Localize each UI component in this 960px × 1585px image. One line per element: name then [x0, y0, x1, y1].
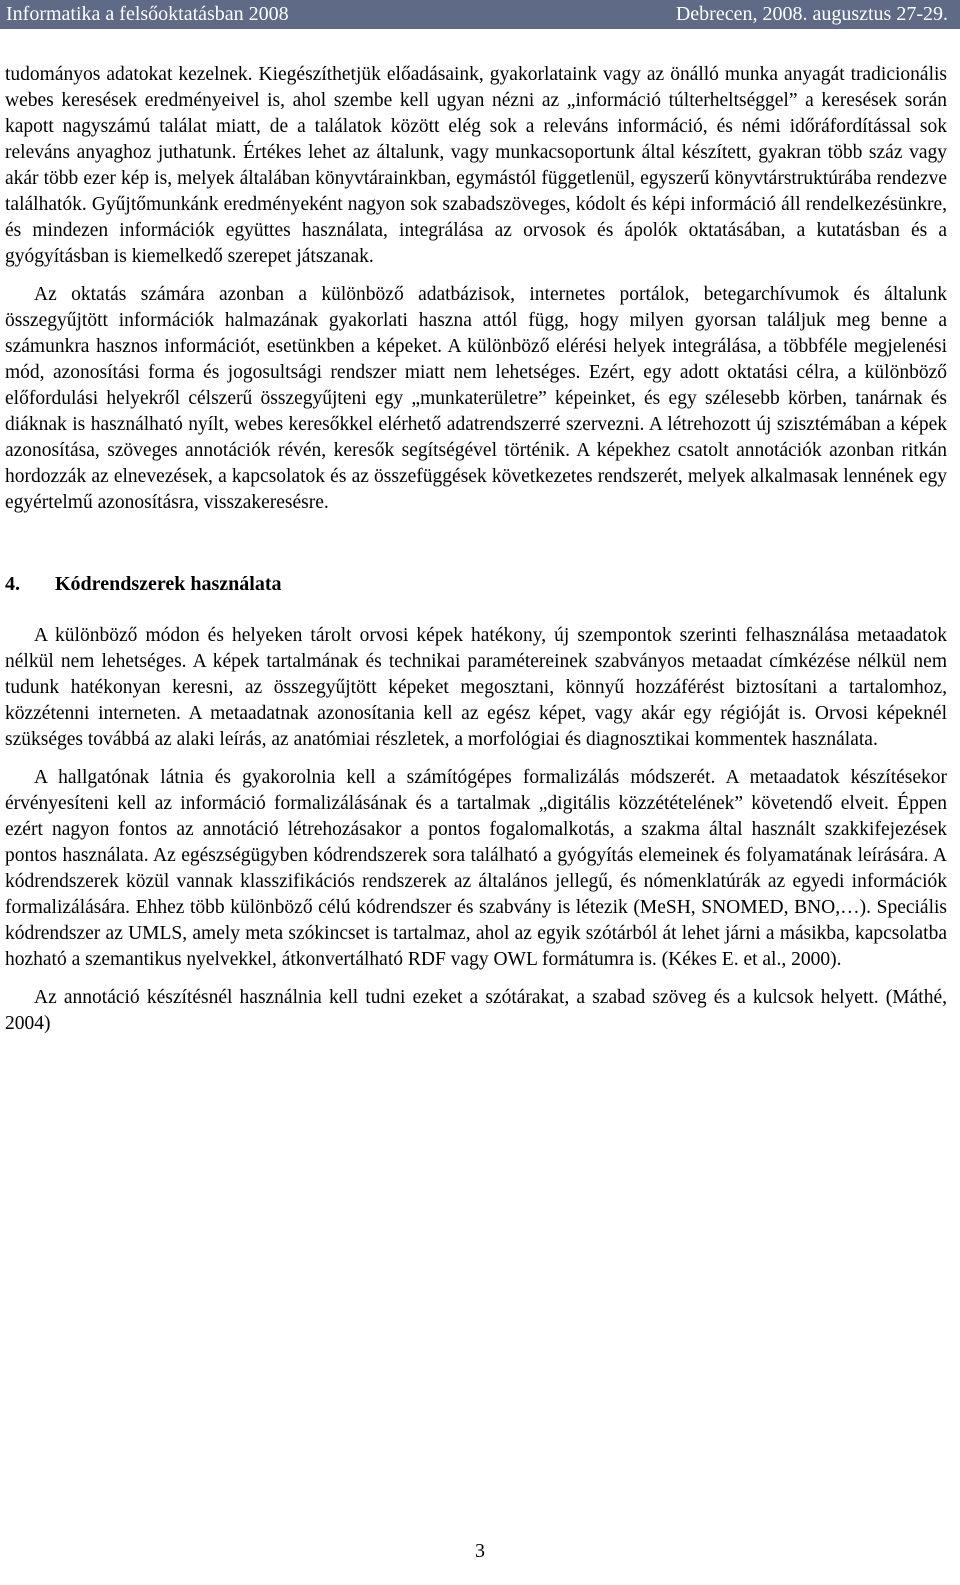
section-heading: [5, 571, 947, 597]
section-paragraph: Az annotáció készítésnél használnia kell tudni ezeket a szótárakat, a szabad szöveg és a kulcsok helyett. (Máthé, 2004): [5, 987, 947, 1034]
running-header: [0, 0, 960, 29]
body-paragraph-continued: tudományos adatokat kezelnek. Kiegészíthetjük előadásaink, gyakorlataink vagy az önálló munka anyagát tradicionális webes keresések eredményeivel is, ahol szembe kell ugyan nézni az „információ túlterheltséggel” a keresések során kapott nagyszámú találat miatt, de a találatok között elég sok a releváns információ, és némi időráfordítással sok releváns anyaghoz juthatunk. Értékes lehet az általunk, vagy munkacsoportunk által készített, gyakran több száz vagy akár több ezer kép is, melyek általában könyvtárainkban, egymástól függetlenül, egyszerű könyvtárstruktúrába rendezve találhatók. Gyűjtőmunkánk eredményeként nagyon sok szabadszöveges, kódolt és képi információ áll rendelkezésünkre, és mindezen információk együttes használata, integrálása az orvosok és ápolók oktatásában, a kutatásban és a gyógyításban is kiemelkedő szerepet játszanak.: [5, 64, 947, 267]
page-body: [5, 62, 947, 1037]
body-paragraph: Az oktatás számára azonban a különböző adatbázisok, internetes portálok, betegarchívumok és általunk összegyűjtött információk halmazának gyakorlati haszna attól függ, hogy milyen gyorsan találjuk meg benne a számunkra hasznos információt, esetünkben a képeket. A különböző elérési helyek integrálása, a többféle megjelenési mód, azonosítási forma és jogosultsági rendszer miatt nem lehetséges. Ezért, egy adott oktatási célra, a különböző előfordulási helyekről célszerű összegyűjteni egy „munkaterületre” képeinket, és egy szélesebb körben, tanárnak és diáknak is használható nyílt, webes keresőkkel elérhető adatrendszerré szervezni. A létrehozott új szisztémában a képek azonosítása, szöveges annotációk révén, keresők segítségével történik. A képekhez csatolt annotációk azonban ritkán hordozzák az elnevezések, a kapcsolatok és az összefüggések következetes rendszerét, melyek alkalmasak lennének egy egyértelmű azonosításra, visszakeresésre.: [5, 284, 947, 513]
header-location-date: Debrecen, 2008. augusztus 27-29.: [675, 3, 948, 25]
page-number: 3: [475, 1540, 485, 1562]
header-conference-title: Informatika a felsőoktatásban 2008: [6, 3, 289, 25]
section-title: Kódrendszerek használata: [55, 573, 282, 595]
section-paragraph: A különböző módon és helyeken tárolt orvosi képek hatékony, új szempontok szerinti felhasználása metaadatok nélkül nem lehetséges. A képek tartalmának és technikai paramétereinek szabványos metaadat címkézése nélkül nem tudunk hatékonyan keresni, az összegyűjtött képeket megosztani, könnyű hozzáférést biztosítani a tartalomhoz, közzétenni interneten. A metaadatnak azonosítania kell az egész képet, vagy akár egy régióját is. Orvosi képeknél szükséges továbbá az alaki leírás, az anatómiai részletek, a morfológiai és diagnosztikai kommentek használata.: [5, 625, 947, 750]
section-number: 4.: [5, 573, 20, 595]
section-paragraph: A hallgatónak látnia és gyakorolnia kell a számítógépes formalizálás módszerét. A metaadatok készítésekor érvényesíteni kell az információ formalizálásának és a tartalmak „digitális közzétételének” követendő elveit. Éppen ezért nagyon fontos az annotáció létrehozásakor a pontos fogalomalkotás, a szakma által használt szakkifejezések pontos használata. Az egészségügyben kódrendszerek sora található a gyógyítás elemeinek és folyamatának leírására. A kódrendszerek közül vannak klasszifikációs rendszerek az általános jellegű, és nómenklatúrák az egyedi információk formalizálására. Ehhez több különböző célú kódrendszer és szabvány is létezik (MeSH, SNOMED, BNO,…). Speciális kódrendszer az UMLS, amely meta szókincset is tartalmaz, ahol az egyik szótárból át lehet járni a másikba, kapcsolatba hozható a szemantikus nyelvekkel, átkonvertálható RDF vagy OWL formátumra is. (Kékes E. et al., 2000).: [5, 767, 947, 970]
